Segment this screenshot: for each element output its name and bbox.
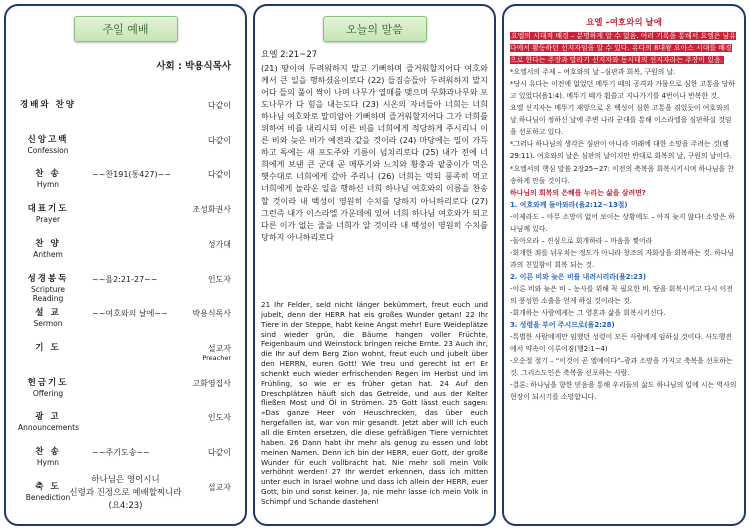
sermon-paragraph: *요엘서의 핵심 말씀 2장25~27: 이전의 축복을 회복시키시며 하나님을 찬송하게 만들 것이다. — [510, 164, 735, 185]
sermon-paragraph: *그러나 하나님의 생각은 심판이 아니라 미래에 대한 소망을 주려는 것(렘29:11). 여호와의 날은 심판의 날이지만 반대로 회복의 날, 구원의 날이다. — [510, 140, 732, 161]
order-item-name — [18, 202, 78, 224]
worship-order-row — [6, 306, 245, 336]
scripture-korean-text: (21) 땅이여 두려워하지 말고 기뻐하며 즐거워할지어다 여호와께서 큰 일을 행하셨음이로다 (22) 들짐승들아 두려워하지 말지어다 들의 풀이 싹이 나며 나무가 열매를 맺으며 무화과나무와 포도나무가 다 힘을 내는도다 (23) 시온의 자녀들아 너희는 너희 하나님 여호와로 말미암아 기뻐하며 즐거워할지어다 그가 너희를 위하여 비를 내리시되 이른 비를 너희에게 적당하게 주시리니 이른 비와 늦은 비가 예전과 같을 것이라 (24) 마당에는 밀이 가득하고 독에는 새 포도주와 기름이 넘치리로다 (25) 내가 전에 너희에게 보낸 큰 군대 곧 메뚜기와 느치와 황충과 팥중이가 먹은 햇수대로 너희에게 갚아 주리니 (26) 너희는 먹되 풍족히 먹고 너희에게 놀라운 일을 행하신 너희 하나님 여호와의 이름을 찬송할 것이라 내 백성이 영원히 수치를 당하지 아니하리로다 (27) 그런즉 내가 이스라엘 가운데에 있어 너희 하나님 여호와가 되고 다른 이가 없는 줄을 너희가 알 것이라 내 백성이 영원히 수치를 당하지 아니하리로다 — [261, 63, 488, 242]
worship-order-row — [6, 133, 245, 163]
order-item-korean: 찬 송 — [35, 447, 61, 457]
worship-order-row — [6, 237, 245, 267]
order-item-person-name: 조성화권사 — [192, 205, 231, 215]
sermon-point-line: -결론: 하나님을 향한 믿음을 통해 우리들의 삶도 하나님의 입에 시는 역사의 현장이 되시기를 소망합니다. — [510, 381, 737, 402]
order-item-person-name: 설교자 — [207, 482, 231, 492]
sermon-paragraph: 요엘 선지자는 메뚜기 재앙으로 온 백성이 심한 고통을 겪었듯이 여호와의 날 하나님이 정하신 날에 주변 나라 군대를 통해 이스라엘을 심판하실 것임을 선포하고 있다. — [510, 104, 732, 137]
order-item-person-name: 성가대 — [207, 239, 231, 249]
order-item-english: Sermon — [33, 319, 63, 329]
order-item-person-name: 인도자 — [207, 413, 231, 423]
worship-order-panel — [4, 4, 247, 526]
scripture-title: 오늘의 말씀 — [323, 16, 427, 42]
order-item-person — [208, 169, 231, 180]
footer-verse-ref: (요4:23) — [108, 501, 143, 511]
order-item-person-name: 다같이 — [207, 101, 231, 110]
order-item-person — [208, 100, 231, 111]
worship-order-row — [6, 376, 245, 406]
order-item-name — [18, 133, 78, 155]
order-item-korean: 성경봉독 — [27, 273, 69, 284]
order-item-person — [202, 343, 231, 362]
order-item-person — [208, 447, 231, 458]
order-item-person-name: 다같이 — [207, 135, 231, 145]
order-item-korean: 광 고 — [35, 412, 61, 423]
order-item-person-name: 설교자 — [207, 343, 231, 353]
sermon-intro: 요엘의 시대적 배경 – 분명하게 알 수 없음. 여러 기록을 통해서 요엘은 남유다에서 활동하던 선지자임을 알 수 있다. 유다의 8대왕 요아스 시대를 배경으로 한다는 주장과 말라기 선지자와 동시대의 선지자라는 주장이 있음. — [510, 32, 736, 65]
sermon-point-1-title: 1. 여호와께 돌아와라(욜2:12~13절) — [510, 200, 628, 209]
footer-verse — [6, 474, 245, 513]
worship-leader: 사회 : 박용식목사 — [156, 61, 231, 72]
worship-order-row — [6, 445, 245, 475]
sermon-point-line: -오순절 절기 – “이것이 곧 엘예이다”–광과 소망을 가지고 축복을 선포하는 것. 그리스도인은 축복을 선포하는 사람. — [510, 357, 733, 378]
order-item-english: Announcements — [18, 423, 79, 433]
order-item-korean: 설 교 — [35, 308, 61, 319]
order-item-detail: ~~여호와의 날에~~ — [92, 309, 168, 319]
footer-verse-line: 하나님은 영이시니 — [91, 475, 160, 485]
order-item-person-name: 다같이 — [207, 170, 231, 180]
order-item-detail: ~~찬191(통427)~~ — [92, 170, 172, 180]
order-item-person-role: Preacher — [202, 353, 231, 362]
sermon-point-line: -회개하는 사람에게는 그 영혼과 삶을 회복시키신다. — [510, 309, 666, 318]
order-item-english: Hymn — [36, 458, 60, 467]
order-item-english: Hymn — [36, 180, 60, 190]
order-item-name — [18, 98, 78, 111]
order-item-korean: 헌금기도 — [27, 377, 69, 388]
sermon-point-2-title: 2. 이른 비와 늦은 비를 내려시리라(욜2:23) — [510, 272, 647, 281]
worship-order-row — [6, 98, 245, 128]
order-item-detail: ~~욜2:21-27~~ — [92, 274, 158, 284]
order-item-english: Prayer — [35, 215, 61, 225]
order-item-person-name: 박용식목사 — [192, 309, 231, 319]
order-item-person — [208, 412, 231, 423]
scripture-german-text: 21 Ihr Felder, seid nicht länger bekümmert, freut euch und jubelt, denn der HERR hat eis großes Wunder getan! 22 Ihr Tiere in der Steppe, habt keine Angst mehr! Eure Weideplätze sind wieder grün, die Bäume hangen voller Früchte, Feigenbaum und Weinstock bringen reiche Ernte. 23 Auch ihr, die Ihr auf dem Berg Zion wohnt, freut euch und jubelt über den HERRN, euren Gott! Wie treu und gerecht ist er! Er schenkt euch wieder erfrischenden Regen im Herbst und im Frühling, so wie er es früher getan hat. 24 Auf den Dreschplätzen häuft sich das Getreide, und aus der Kelter fließen Most und Öl in Strömen. 25 Gott lässt euch sagen: »Das ganze Heer von Heuschrecken, das über euch hergefallen ist, war von mir gesandt. Jetzt aber will ich euch all die Ernten ersetzen, die diese gefräßigen Tiere vernichtet haben. 26 Dann habt ihr mehr als genug zu essen und lobt meinen Namen. Denn ich bin der HERR, euer Gott, der große Wunder für euch vollbracht hat. Nie mehr soll mein Volk verhöhnt werden! 27 Ihr werdet erkennen, dass ich mitten unter euch in Israel wohne und dass ich allein der HERR, euer Gott, bin und sonst keiner. Ja, nie mehr lasse ich mein Volk in Schimpf und Schande dastehen! — [261, 300, 488, 506]
sermon-paragraph: *당시 유다는 이전에 없었던 메뚜기 떼의 공격과 가뭄으로 심한 고통을 당하고 있었다(욜1:4). 메뚜기 떼가 휩쓸고 지나가기를 4번이나 반복한 것. — [510, 80, 736, 101]
order-item-person-name: 다같이 — [207, 448, 231, 457]
sermon-title: 요엘 –여호와의 날에 — [586, 18, 662, 28]
sermon-body — [510, 30, 738, 403]
order-item-name — [18, 237, 78, 259]
passage-reference: 요엘 2:21~27 — [261, 50, 318, 60]
sermon-heading: 하나님의 회복의 은혜를 누리는 삶을 살려면? — [510, 188, 646, 197]
order-item-name — [18, 272, 78, 303]
order-item-english: Confession — [27, 145, 69, 155]
sermon-panel — [502, 4, 746, 526]
sermon-point-line: -특별한 사람에게만 임했던 성령이 모든 사람에게 임하실 것이다. 사도행전에서 약속이 이루어짐(행2:1~4) — [510, 333, 732, 354]
order-item-detail: ~~주기도송~~ — [92, 448, 150, 457]
scripture-panel — [253, 4, 496, 526]
order-item-name — [18, 376, 78, 398]
order-item-name — [18, 410, 78, 432]
order-item-korean: 찬 양 — [35, 238, 61, 249]
order-item-korean: 신앙고백 — [27, 134, 69, 145]
worship-order-row — [6, 410, 245, 440]
worship-title: 주일 예배 — [74, 16, 178, 42]
order-item-english: Scripture Reading — [30, 284, 66, 303]
order-item-person — [208, 274, 231, 285]
worship-order-row — [6, 272, 245, 302]
worship-order-row — [6, 167, 245, 197]
order-item-name — [18, 445, 78, 467]
order-item-person — [192, 378, 231, 389]
order-item-name — [18, 306, 78, 328]
order-item-person — [192, 204, 231, 215]
order-item-person-name: 고화영집사 — [192, 378, 231, 388]
order-item-korean: 기 도 — [35, 342, 61, 353]
order-item-english: Offering — [32, 388, 64, 398]
order-item-person — [192, 308, 231, 319]
sermon-point-line: -돌아오라 – 진심으로 회개하라 – 마음을 찢어라 — [510, 236, 653, 245]
order-item-person — [208, 239, 231, 250]
order-item-korean: 대표기도 — [27, 204, 69, 215]
sermon-point-line: -이른 비와 늦은 비 – 농사를 위해 꼭 필요한 비. 땅을 회복시키고 다시 이전의 풍성한 소출을 얻게 하실 것이라는 것. — [510, 284, 733, 306]
sermon-point-line: -이제라도 – 아무 소망이 없어 보이는 상황에도 – 아직 늦지 않다! 소망은 하나님께 있다. — [510, 212, 735, 233]
worship-order-row — [6, 341, 245, 371]
sermon-point-line: -회개한 죄를 뉘우치는 정도가 아니라 창조의 자화상을 회복하는 것. 하나님과의 친밀함이 회복 되는 것. — [510, 248, 735, 269]
order-item-korean: 경배와 찬양 — [19, 100, 76, 110]
order-item-english: Benediction — [25, 492, 71, 502]
order-item-english: Anthem — [33, 249, 63, 259]
order-item-person-name: 인도자 — [207, 274, 231, 284]
sermon-paragraph: *요엘서의 주제 – 여호와의 날 –심판과 회복, 구원의 날. — [510, 68, 676, 77]
order-item-korean: 축 도 — [35, 481, 61, 492]
worship-order-row — [6, 202, 245, 232]
order-item-name — [18, 167, 78, 189]
sermon-point-3-title: 3. 성령을 부어 주시므로(욜2:28) — [510, 321, 615, 330]
footer-verse-line: 신령과 진정으로 예배할찌니라 — [69, 488, 182, 498]
order-item-person — [208, 135, 231, 146]
order-item-name — [18, 341, 78, 354]
order-item-korean: 찬 송 — [35, 169, 61, 180]
